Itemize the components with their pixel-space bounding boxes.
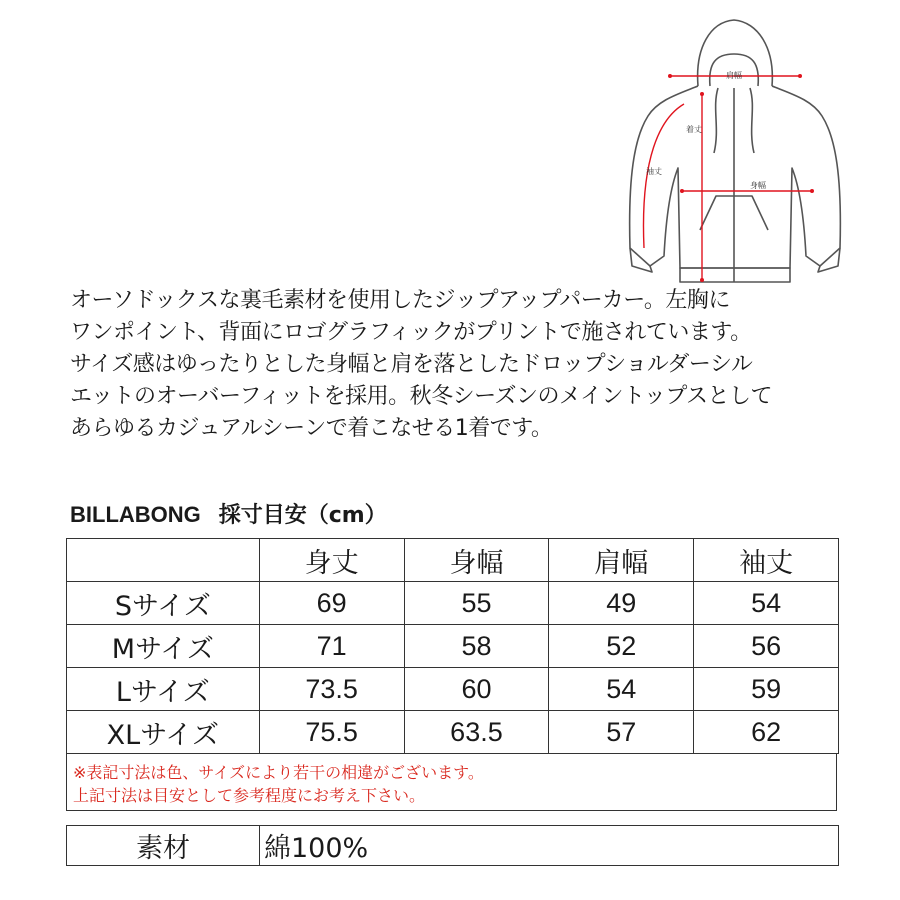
hoodie-illustration [600,8,850,293]
table-cell: 59 [694,668,839,711]
note-line: 上記寸法は目安として参考程度にお考え下さい。 [73,786,426,805]
size-chart-title [70,500,387,531]
table-cell: 52 [549,625,694,668]
size-chart-heading: 採寸目安（cm） [218,503,387,528]
label-length: 着丈 [686,125,702,134]
table-row [67,625,839,668]
table-header-row [67,539,839,582]
table-row [67,582,839,625]
header-empty [67,539,260,582]
table-row [67,711,839,754]
table-cell: 57 [549,711,694,754]
table-row [67,668,839,711]
table-cell: 62 [694,711,839,754]
product-description [70,285,860,445]
table-cell: 60 [404,668,549,711]
size-label: XLサイズ [67,711,260,754]
note-line: ※表記寸法は色、サイズにより若干の相違がございます。 [73,763,484,782]
table-cell: 71 [259,625,404,668]
description-line: サイズ感はゆったりとした身幅と肩を落としたドロップショルダーシル [70,352,753,377]
hoodie-measurement-diagram [600,8,850,293]
table-cell: 75.5 [259,711,404,754]
drawstring-left [714,88,718,153]
table-cell: 58 [404,625,549,668]
table-cell: 55 [404,582,549,625]
hem-rib [680,268,790,282]
table-cell: 63.5 [404,711,549,754]
table-cell: 69 [259,582,404,625]
hood-inner [710,54,759,86]
size-label: Mサイズ [67,625,260,668]
header-body-width: 身幅 [404,539,549,582]
drawstring-right [750,88,754,153]
description-line: エットのオーバーフィットを採用。秋冬シーズンのメイントップスとして [70,384,773,409]
table-cell: 49 [549,582,694,625]
size-notes [66,753,837,811]
brand-name: BILLABONG [70,502,201,527]
material-value: 綿100% [260,826,839,866]
table-cell: 56 [694,625,839,668]
label-shoulder: 肩幅 [726,71,742,80]
material-table [66,825,839,866]
description-line: オーソドックスな裏毛素材を使用したジップアップパーカー。左胸に [70,288,730,313]
size-table [66,538,839,754]
header-body-length: 身丈 [259,539,404,582]
table-cell: 73.5 [259,668,404,711]
label-sleeve: 袖丈 [646,167,662,176]
table-cell: 54 [549,668,694,711]
material-row [67,826,839,866]
description-line: ワンポイント、背面にロゴグラフィックがプリントで施されています。 [70,320,752,345]
table-cell: 54 [694,582,839,625]
size-label: Sサイズ [67,582,260,625]
label-width: 身幅 [750,181,766,190]
description-line: あらゆるカジュアルシーンで着こなせる1着です。 [70,416,553,441]
header-shoulder-width: 肩幅 [549,539,694,582]
size-label: Lサイズ [67,668,260,711]
header-sleeve-length: 袖丈 [694,539,839,582]
material-label: 素材 [67,826,260,866]
body-outline [630,86,841,268]
